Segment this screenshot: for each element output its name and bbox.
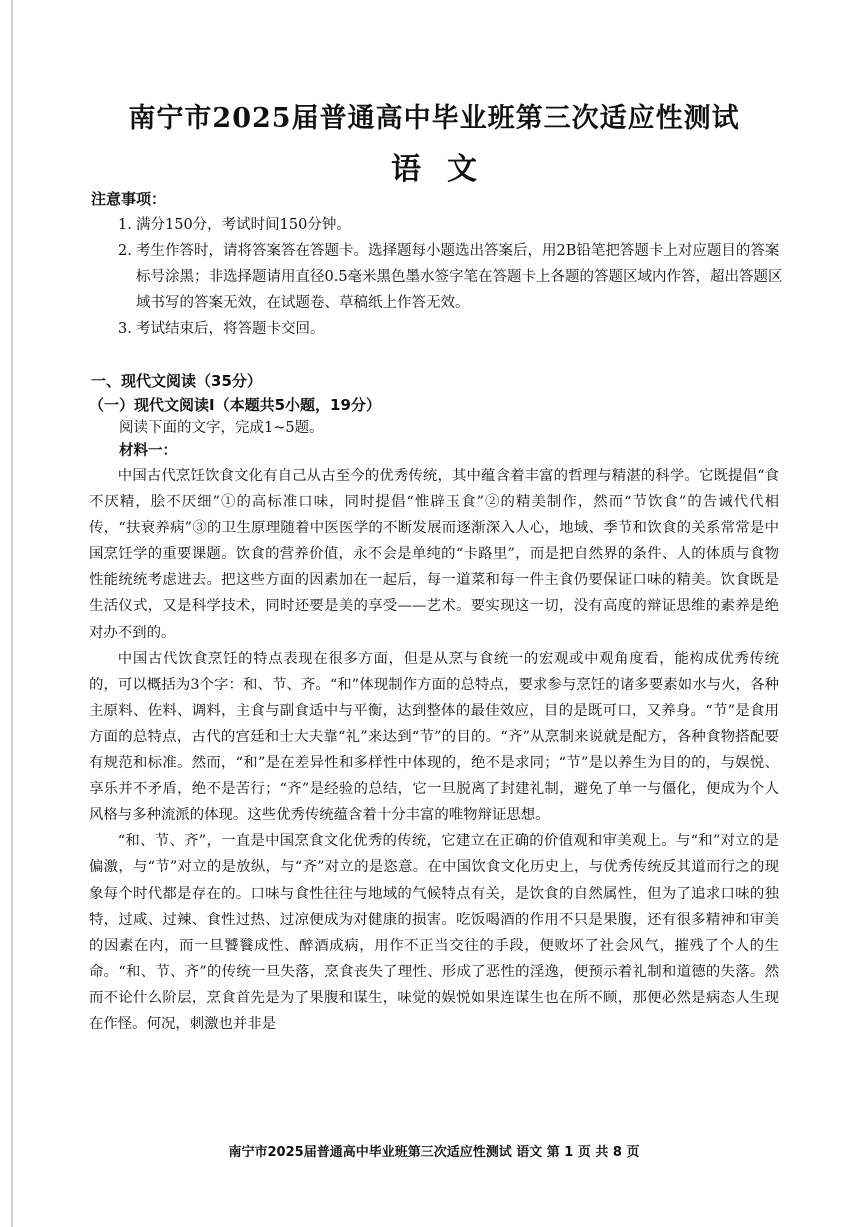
page-footer: 南宁市2025届普通高中毕业班第三次适应性测试 语文 第 1 页 共 8 页 [228, 1145, 640, 1160]
notice-text: 考生作答时，请将答案答在答题卡。选择题每小题选出答案后，用2B铅笔把答题卡上对应题目的答案标号涂黑；非选择题请用直径0.5毫米黑色墨水签字笔在答题卡上各题的答题区域内作答，超出答题区域书写的答案无效，在试题卷、草稿纸上作答无效。 [136, 243, 783, 311]
material-label: 材料一： [119, 442, 177, 459]
passage-paragraph: 中国古代饮食烹饪的特点表现在很多方面，但是从烹与食统一的宏观或中观角度看，能构成优秀传统的，可以概括为3个字：和、节、齐。“和”体现制作方面的总特点，要求参与烹饪的诸多要素如水与火，各种主原料、佐料、调料，主食与副食适中与平衡，达到整体的最佳效应，目的是既可口，又养身。“节”是食用方面的总特点，古代的宫廷和士大夫靠“礼”来达到“节”的目的。“齐”从烹制来说就是配方，各种食物搭配要有规范和标准。然而，“和”是在差异性和多样性中体现的，绝不是求同；“节”是以养生为目的的，与娱悦、享乐并不矛盾，绝不是苦行；“齐”是经验的总结，它一旦脱离了封建礼制，避免了单一与僵化，便成为个人风格与多种流派的体现。这些优秀传统蕴含着十分丰富的唯物辩证思想。 [89, 650, 779, 824]
passage-paragraph: “和、节、齐”，一直是中国烹食文化优秀的传统，它建立在正确的价值观和审美观上。与“和”对立的是偏激，与“节”对立的是放纵，与“齐”对立的是恣意。在中国饮食文化历史上，与优秀传统反其道而行之的现象每个时代都是存在的。口味与食性往往与地域的气候特点有关，是饮食的自然属性，但为了追求口味的独特，过咸、过辣、食性过热、过凉便成为对健康的损害。吃饭喝酒的作用不只是果腹，还有很多精神和审美的因素在内，而一旦饕餮成性、醉酒成病，用作不正当交往的手段，便败坏了社会风气，摧残了个人的生命。“和、节、齐”的传统一旦失落，烹食丧失了理性、形成了恶性的淫逸，便预示着礼制和道德的失落。然而不论什么阶层，烹食首先是为了果腹和谋生，味觉的娱悦如果连谋生也在所不顾，那便必然是病态人生现在作怪。何况，刺激也并非是 [89, 833, 779, 1032]
notice-item [118, 316, 788, 342]
subject-title: 语文 [391, 152, 503, 187]
section-heading: 一、现代文阅读（35分） [91, 372, 262, 390]
subsection-heading: （一）现代文阅读Ⅰ（本题共5小题，19分） [89, 396, 381, 414]
notice-item [118, 212, 788, 238]
reading-instruction: 阅读下面的文字，完成1~5题。 [119, 420, 324, 436]
notice-number: 1. [118, 217, 132, 233]
reading-passage [89, 463, 779, 1037]
notice-heading: 注意事项： [91, 190, 167, 208]
notice-list [118, 212, 788, 342]
notice-text: 满分150分，考试时间150分钟。 [136, 217, 351, 233]
notice-number: 3. [118, 321, 132, 337]
exam-title: 南宁市2025届普通高中毕业班第三次适应性测试 [128, 103, 740, 134]
notice-number: 2. [118, 243, 132, 259]
notice-item [118, 238, 788, 316]
notice-text: 考试结束后，将答题卡交回。 [136, 321, 325, 337]
passage-paragraph: 中国古代烹饪饮食文化有自己从古至今的优秀传统，其中蕴含着丰富的哲理与精湛的科学。它既提倡“食不厌精，脍不厌细”①的高标准口味，同时提倡“惟辟玉食”②的精美制作，然而“节饮食”的告诫代代相传，“扶衰养病”③的卫生原理随着中医医学的不断发展而逐渐深入人心，地域、季节和饮食的关系常常是中国烹饪学的重要课题。饮食的营养价值，永不会是单纯的“卡路里”，而是把自然界的条件、人的体质与食物性能统统考虑进去。把这些方面的因素加在一起后，每一道菜和每一件主食仍要保证口味的精美。饮食既是生活仪式，又是科学技术，同时还要是美的享受——艺术。要实现这一切，没有高度的辩证思维的素养是绝对办不到的。 [89, 468, 779, 641]
